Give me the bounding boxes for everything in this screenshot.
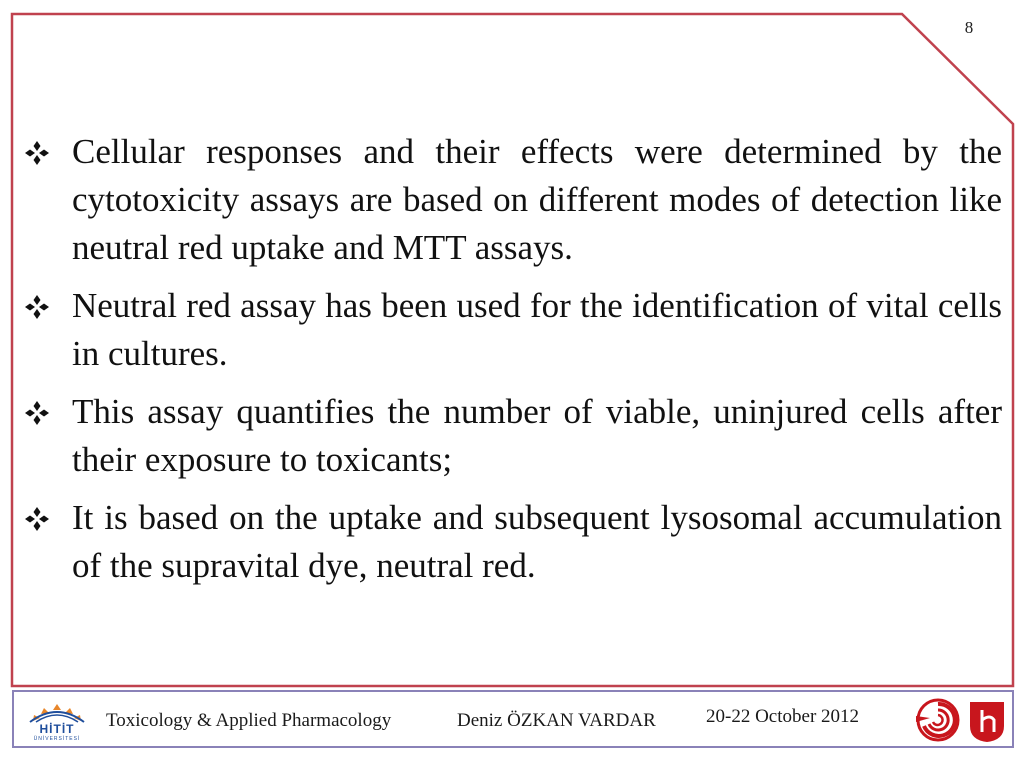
diamond-bullet-icon [24,294,50,320]
footer-author: Deniz ÖZKAN VARDAR [457,710,656,731]
partner-logos [914,696,1010,744]
page-number: 8 [964,18,974,37]
footer-bar [12,690,1014,748]
bullet-text: This assay quantifies the number of viable, uninjured cells after their exposure to toxicants; [72,392,1002,479]
diamond-bullet-icon [24,140,50,166]
shield-emblem-icon [970,702,1004,742]
footer-date: 20-22 October 2012 [706,706,860,727]
diamond-bullet-icon [24,506,50,532]
hitit-subtext: ÜNİVERSİTESİ [33,736,81,742]
bullet-item [24,128,1002,272]
bullet-item [24,282,1002,378]
footer-course-title: Toxicology & Applied Pharmacology [106,710,392,731]
bullet-item [24,388,1002,484]
bullet-text: Cellular responses and their effects were determined by the cytotoxicity assays are based on different modes of detection like neutral red uptake and MTT assays. [72,132,1002,267]
bullet-item [24,494,1002,590]
bullet-text: Neutral red assay has been used for the identification of vital cells in cultures. [72,286,1002,373]
spiral-emblem-icon [916,700,958,740]
bullet-list [24,128,1002,600]
bullet-text: It is based on the uptake and subsequent lysosomal accumulation of the supravital dye, neutral red. [72,498,1002,585]
hitit-wordmark: HİTİT [39,722,75,736]
diamond-bullet-icon [24,400,50,426]
